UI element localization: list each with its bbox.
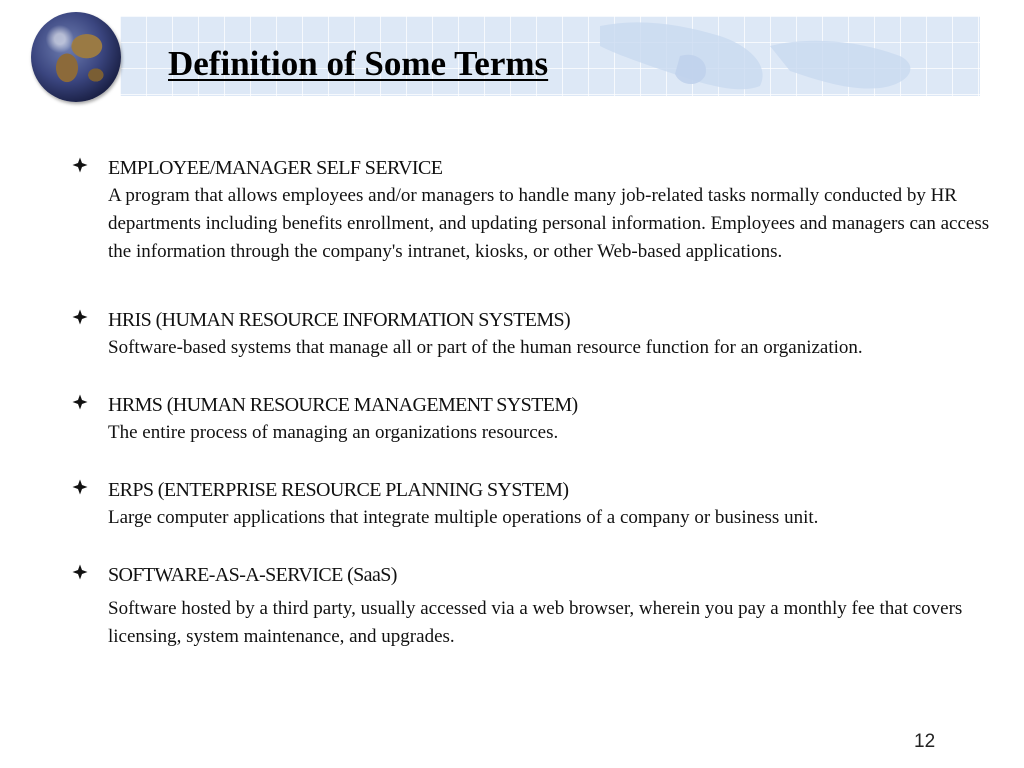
term-definition: Large computer applications that integrate multiple operations of a company or business unit.	[108, 507, 819, 528]
diamond-bullet-icon	[72, 479, 88, 495]
term-item-hris	[72, 306, 1016, 362]
term-item-hrms	[72, 391, 1016, 447]
slide-title: Definition of Some Terms	[168, 44, 549, 83]
term-definition: A program that allows employees and/or managers to handle many job-related tasks normally conducted by HR departments including benefits enrollment, and updating personal information. Employees and managers can access the information through the company's intranet, kiosks, or other Web-based applications.	[108, 185, 990, 262]
term-name: EMPLOYEE/MANAGER SELF SERVICE	[108, 157, 443, 179]
term-definition: Software-based systems that manage all or part of the human resource function for an organization.	[108, 337, 863, 358]
term-definition: Software hosted by a third party, usually accessed via a web browser, wherein you pay a monthly fee that covers licensing, system maintenance, and upgrades.	[108, 598, 963, 647]
diamond-bullet-icon	[72, 157, 88, 173]
diamond-bullet-icon	[72, 394, 88, 410]
globe-icon	[31, 12, 121, 102]
term-name: SOFTWARE-AS-A-SERVICE (SaaS)	[108, 564, 397, 586]
term-item-erps	[72, 476, 1016, 532]
term-name: HRIS (HUMAN RESOURCE INFORMATION SYSTEMS)	[108, 309, 571, 331]
diamond-bullet-icon	[72, 564, 88, 580]
diamond-bullet-icon	[72, 309, 88, 325]
term-name: ERPS (ENTERPRISE RESOURCE PLANNING SYSTEM)	[108, 479, 569, 501]
term-definition: The entire process of managing an organizations resources.	[108, 422, 559, 443]
page-number: 12	[914, 731, 936, 752]
term-name: HRMS (HUMAN RESOURCE MANAGEMENT SYSTEM)	[108, 394, 578, 416]
term-item-employee-manager-self-service	[72, 154, 1016, 266]
terms-list	[72, 154, 1016, 651]
term-item-saas	[72, 561, 1016, 651]
